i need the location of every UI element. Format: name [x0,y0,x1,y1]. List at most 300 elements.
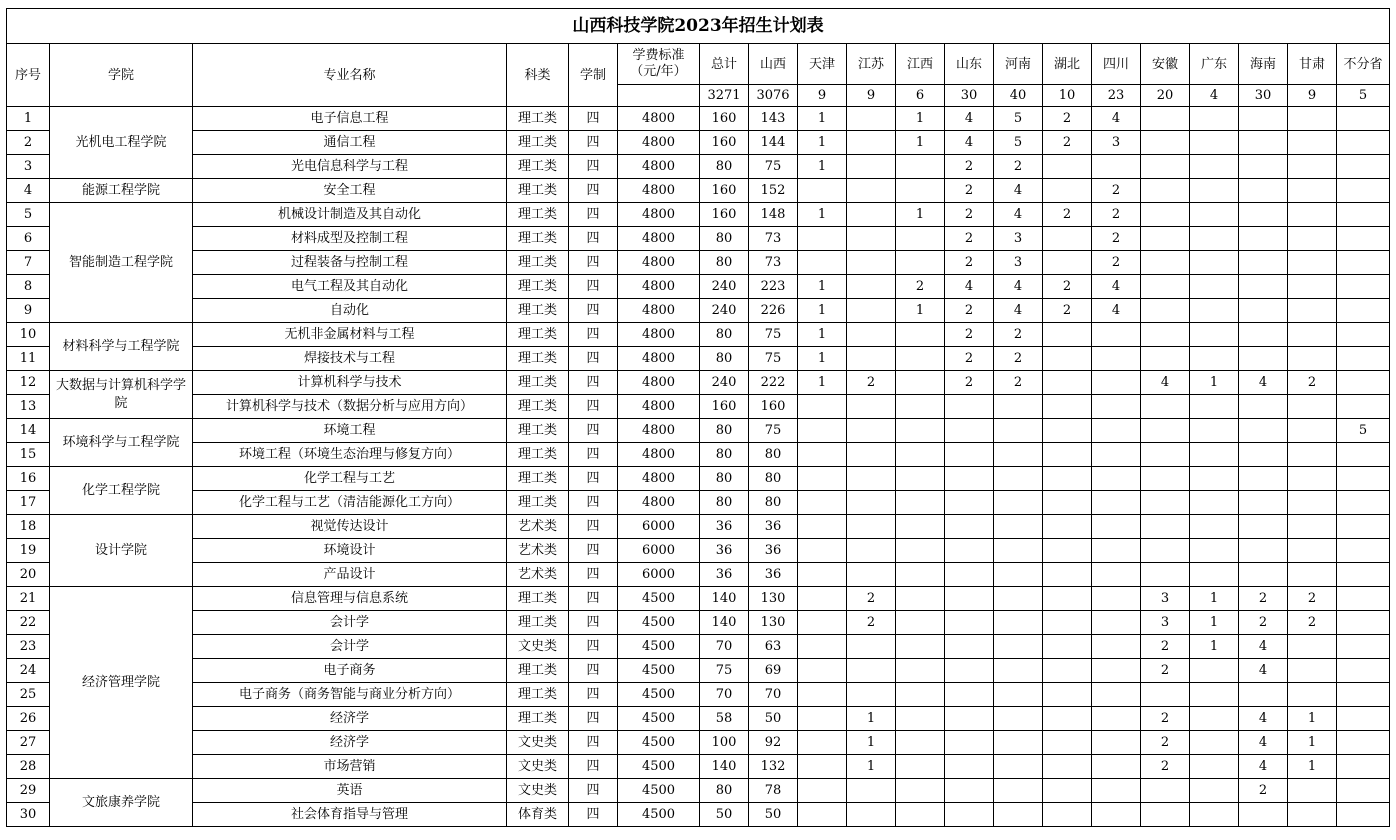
cell-major: 电气工程及其自动化 [193,275,507,299]
cell-province [1190,707,1239,731]
cell-province: 2 [1092,203,1141,227]
cell-province [994,467,1043,491]
cell-province: 1 [1288,731,1337,755]
cell-province [798,563,847,587]
table-row [7,227,1390,251]
cell-seq: 18 [7,515,50,539]
header-province: 湖北 [1043,44,1092,85]
cell-total: 80 [700,251,749,275]
cell-province [896,803,945,827]
cell-province [1141,395,1190,419]
cell-province: 50 [749,803,798,827]
cell-province [798,683,847,707]
table-row [7,323,1390,347]
cell-fee: 4500 [618,779,700,803]
cell-province: 2 [945,251,994,275]
cell-province [798,443,847,467]
cell-province [1288,155,1337,179]
cell-province: 2 [1043,275,1092,299]
cell-major: 电子商务 [193,659,507,683]
cell-province [1239,275,1288,299]
cell-province [896,371,945,395]
cell-province [994,731,1043,755]
cell-province [1337,227,1390,251]
cell-province [994,539,1043,563]
table-row [7,467,1390,491]
cell-major: 电子商务（商务智能与商业分析方向） [193,683,507,707]
cell-major: 英语 [193,779,507,803]
cell-province: 2 [994,155,1043,179]
cell-major: 电子信息工程 [193,107,507,131]
cell-province [1043,635,1092,659]
cell-province [1043,707,1092,731]
cell-major: 化学工程与工艺 [193,467,507,491]
table-row [7,635,1390,659]
cell-province: 4 [1141,371,1190,395]
cell-province: 223 [749,275,798,299]
cell-fee: 4800 [618,491,700,515]
cell-duration: 四 [569,707,618,731]
cell-total: 140 [700,611,749,635]
cell-duration: 四 [569,803,618,827]
cell-duration: 四 [569,659,618,683]
cell-province [945,779,994,803]
cell-fee: 4800 [618,323,700,347]
cell-province [1190,323,1239,347]
cell-major: 计算机科学与技术 [193,371,507,395]
cell-province: 2 [1288,611,1337,635]
cell-province [1288,659,1337,683]
cell-province: 4 [994,299,1043,323]
cell-province: 2 [1239,779,1288,803]
cell-fee: 4800 [618,347,700,371]
cell-province: 80 [749,467,798,491]
cell-province [1141,275,1190,299]
cell-major: 环境工程 [193,419,507,443]
cell-province [1092,491,1141,515]
cell-fee: 4500 [618,635,700,659]
header-province: 江西 [896,44,945,85]
cell-province: 2 [847,587,896,611]
cell-province [1092,419,1141,443]
header-province: 江苏 [847,44,896,85]
cell-province: 132 [749,755,798,779]
cell-category: 体育类 [507,803,569,827]
cell-province: 1 [896,203,945,227]
cell-province [896,323,945,347]
cell-province [945,707,994,731]
cell-fee: 4500 [618,707,700,731]
cell-province [1337,683,1390,707]
cell-province [1337,203,1390,227]
enrollment-plan-sheet [6,8,1390,827]
cell-province [994,707,1043,731]
cell-province: 2 [1141,635,1190,659]
cell-category: 文史类 [507,635,569,659]
cell-province [1190,539,1239,563]
cell-category: 理工类 [507,203,569,227]
totals-province: 40 [994,85,1043,107]
cell-province [1043,539,1092,563]
cell-province: 3 [994,251,1043,275]
cell-total: 50 [700,803,749,827]
cell-province: 130 [749,611,798,635]
cell-province [1190,803,1239,827]
cell-total: 160 [700,107,749,131]
cell-duration: 四 [569,779,618,803]
cell-fee: 4800 [618,419,700,443]
header-fee: 学费标准（元/年） [618,44,700,85]
cell-province [1141,683,1190,707]
cell-duration: 四 [569,251,618,275]
totals-province: 9 [847,85,896,107]
cell-college: 材料科学与工程学院 [50,323,193,371]
cell-province: 1 [1190,635,1239,659]
cell-seq: 28 [7,755,50,779]
cell-province [1337,539,1390,563]
cell-total: 80 [700,323,749,347]
cell-fee: 4500 [618,587,700,611]
cell-province [1337,395,1390,419]
cell-province [1141,107,1190,131]
cell-province [847,179,896,203]
cell-province: 160 [749,395,798,419]
cell-province [1141,299,1190,323]
cell-province [1239,491,1288,515]
cell-province [1141,131,1190,155]
cell-province [1239,419,1288,443]
cell-province [1239,515,1288,539]
cell-total: 70 [700,683,749,707]
cell-major: 视觉传达设计 [193,515,507,539]
cell-province: 75 [749,419,798,443]
cell-seq: 27 [7,731,50,755]
cell-province [1092,155,1141,179]
totals-province: 10 [1043,85,1092,107]
cell-major: 环境工程（环境生态治理与修复方向） [193,443,507,467]
cell-major: 经济学 [193,731,507,755]
cell-province [945,659,994,683]
cell-province [1288,515,1337,539]
cell-major: 通信工程 [193,131,507,155]
cell-province [896,419,945,443]
cell-province: 1 [896,107,945,131]
cell-province [1043,803,1092,827]
cell-province [1190,515,1239,539]
cell-duration: 四 [569,539,618,563]
cell-college: 环境科学与工程学院 [50,419,193,467]
cell-province [847,323,896,347]
header-province: 广东 [1190,44,1239,85]
cell-seq: 15 [7,443,50,467]
cell-seq: 5 [7,203,50,227]
cell-duration: 四 [569,755,618,779]
cell-college: 化学工程学院 [50,467,193,515]
cell-province: 1 [798,203,847,227]
cell-province [798,731,847,755]
enrollment-plan-table [6,8,1390,827]
cell-province [945,443,994,467]
cell-province [1239,227,1288,251]
table-row [7,755,1390,779]
cell-seq: 7 [7,251,50,275]
cell-category: 理工类 [507,587,569,611]
cell-province: 4 [1239,731,1288,755]
cell-college: 智能制造工程学院 [50,203,193,323]
cell-province [1043,587,1092,611]
cell-province [847,779,896,803]
totals-province: 4 [1190,85,1239,107]
cell-province: 148 [749,203,798,227]
cell-province: 80 [749,491,798,515]
cell-category: 艺术类 [507,539,569,563]
cell-province: 2 [945,179,994,203]
cell-province [994,491,1043,515]
cell-seq: 10 [7,323,50,347]
cell-category: 理工类 [507,107,569,131]
cell-province: 4 [1092,299,1141,323]
cell-province: 1 [798,347,847,371]
header-category: 科类 [507,44,569,107]
cell-province: 2 [1141,731,1190,755]
cell-province [1288,803,1337,827]
cell-province: 1 [798,275,847,299]
cell-province [1190,395,1239,419]
cell-province [1190,299,1239,323]
cell-province [1337,299,1390,323]
cell-province: 2 [1141,707,1190,731]
cell-province [1043,683,1092,707]
cell-province [798,179,847,203]
cell-province [896,227,945,251]
cell-duration: 四 [569,635,618,659]
cell-province [1239,179,1288,203]
cell-province [847,419,896,443]
table-row [7,419,1390,443]
cell-province: 1 [896,299,945,323]
cell-category: 理工类 [507,467,569,491]
cell-province [1239,155,1288,179]
cell-province [1190,251,1239,275]
cell-province [847,347,896,371]
cell-province [1190,419,1239,443]
cell-province [945,755,994,779]
cell-province [1288,323,1337,347]
cell-province [994,587,1043,611]
cell-province [1337,275,1390,299]
cell-province [1288,467,1337,491]
cell-province [1337,779,1390,803]
cell-province [1288,635,1337,659]
cell-province [896,251,945,275]
cell-province [1190,683,1239,707]
cell-total: 160 [700,179,749,203]
cell-province [798,659,847,683]
cell-category: 艺术类 [507,563,569,587]
cell-province [945,515,994,539]
cell-major: 机械设计制造及其自动化 [193,203,507,227]
totals-province: 30 [1239,85,1288,107]
cell-province [945,419,994,443]
cell-province: 2 [945,347,994,371]
cell-province [896,539,945,563]
cell-province [1190,443,1239,467]
cell-province [1141,203,1190,227]
cell-province [896,635,945,659]
cell-province [847,635,896,659]
cell-province [1141,323,1190,347]
cell-province [1092,683,1141,707]
cell-total: 140 [700,755,749,779]
cell-province [945,467,994,491]
cell-province [798,707,847,731]
cell-province [896,755,945,779]
cell-province: 50 [749,707,798,731]
cell-province [896,467,945,491]
cell-province: 2 [994,323,1043,347]
cell-total: 80 [700,467,749,491]
cell-fee: 4800 [618,155,700,179]
cell-province [1337,251,1390,275]
cell-seq: 1 [7,107,50,131]
cell-total: 80 [700,347,749,371]
table-row [7,251,1390,275]
cell-province [1092,323,1141,347]
cell-province [1141,227,1190,251]
cell-major: 环境设计 [193,539,507,563]
cell-province [798,395,847,419]
cell-province [847,491,896,515]
cell-category: 理工类 [507,275,569,299]
cell-total: 240 [700,275,749,299]
cell-college: 能源工程学院 [50,179,193,203]
cell-province [1141,779,1190,803]
cell-fee: 4500 [618,611,700,635]
cell-major: 产品设计 [193,563,507,587]
cell-province: 1 [798,155,847,179]
cell-fee: 4500 [618,755,700,779]
cell-seq: 20 [7,563,50,587]
cell-province: 80 [749,443,798,467]
cell-province: 226 [749,299,798,323]
cell-seq: 26 [7,707,50,731]
cell-seq: 14 [7,419,50,443]
cell-province [798,227,847,251]
cell-province [1092,803,1141,827]
cell-province [1190,563,1239,587]
cell-province [1288,347,1337,371]
cell-fee: 6000 [618,539,700,563]
cell-fee: 4500 [618,659,700,683]
cell-province [1288,443,1337,467]
cell-province: 2 [945,299,994,323]
header-total: 总计 [700,44,749,85]
cell-fee: 4800 [618,443,700,467]
cell-province: 2 [1239,611,1288,635]
table-row [7,731,1390,755]
table-row [7,491,1390,515]
cell-province [945,395,994,419]
cell-total: 160 [700,203,749,227]
cell-province: 70 [749,683,798,707]
cell-province [1337,731,1390,755]
cell-province [1239,563,1288,587]
cell-province [896,707,945,731]
cell-province [1043,371,1092,395]
table-row [7,683,1390,707]
cell-province [945,563,994,587]
totals-province: 23 [1092,85,1141,107]
cell-college: 文旅康养学院 [50,779,193,827]
cell-province [847,203,896,227]
cell-province: 2 [1043,203,1092,227]
cell-province [1092,371,1141,395]
cell-seq: 6 [7,227,50,251]
header-province: 海南 [1239,44,1288,85]
cell-province [1337,803,1390,827]
cell-category: 理工类 [507,179,569,203]
cell-major: 化学工程与工艺（清洁能源化工方向） [193,491,507,515]
cell-seq: 16 [7,467,50,491]
cell-province [798,803,847,827]
cell-category: 理工类 [507,419,569,443]
cell-seq: 17 [7,491,50,515]
table-row [7,587,1390,611]
cell-province: 4 [1239,371,1288,395]
cell-province [1337,443,1390,467]
cell-category: 理工类 [507,323,569,347]
cell-duration: 四 [569,467,618,491]
cell-province [1288,179,1337,203]
cell-province [1190,491,1239,515]
cell-province: 2 [896,275,945,299]
cell-province [1288,251,1337,275]
cell-total: 80 [700,227,749,251]
cell-major: 经济学 [193,707,507,731]
cell-province: 152 [749,179,798,203]
cell-fee: 4500 [618,683,700,707]
cell-province: 36 [749,515,798,539]
cell-province: 4 [994,179,1043,203]
cell-province [1190,179,1239,203]
cell-province: 36 [749,539,798,563]
table-row [7,803,1390,827]
cell-province [1239,467,1288,491]
cell-category: 理工类 [507,227,569,251]
table-row [7,275,1390,299]
cell-province [1288,563,1337,587]
cell-province: 1 [1288,707,1337,731]
cell-province [896,443,945,467]
cell-province: 63 [749,635,798,659]
cell-province: 2 [945,323,994,347]
cell-province: 1 [1288,755,1337,779]
cell-province [847,659,896,683]
cell-province [1043,731,1092,755]
cell-duration: 四 [569,131,618,155]
cell-province [1092,515,1141,539]
table-row [7,779,1390,803]
cell-fee: 4800 [618,131,700,155]
header-province: 安徽 [1141,44,1190,85]
header-duration: 学制 [569,44,618,107]
totals-province: 20 [1141,85,1190,107]
cell-province: 4 [945,107,994,131]
cell-category: 理工类 [507,131,569,155]
cell-province [1092,467,1141,491]
table-row [7,371,1390,395]
cell-category: 理工类 [507,347,569,371]
